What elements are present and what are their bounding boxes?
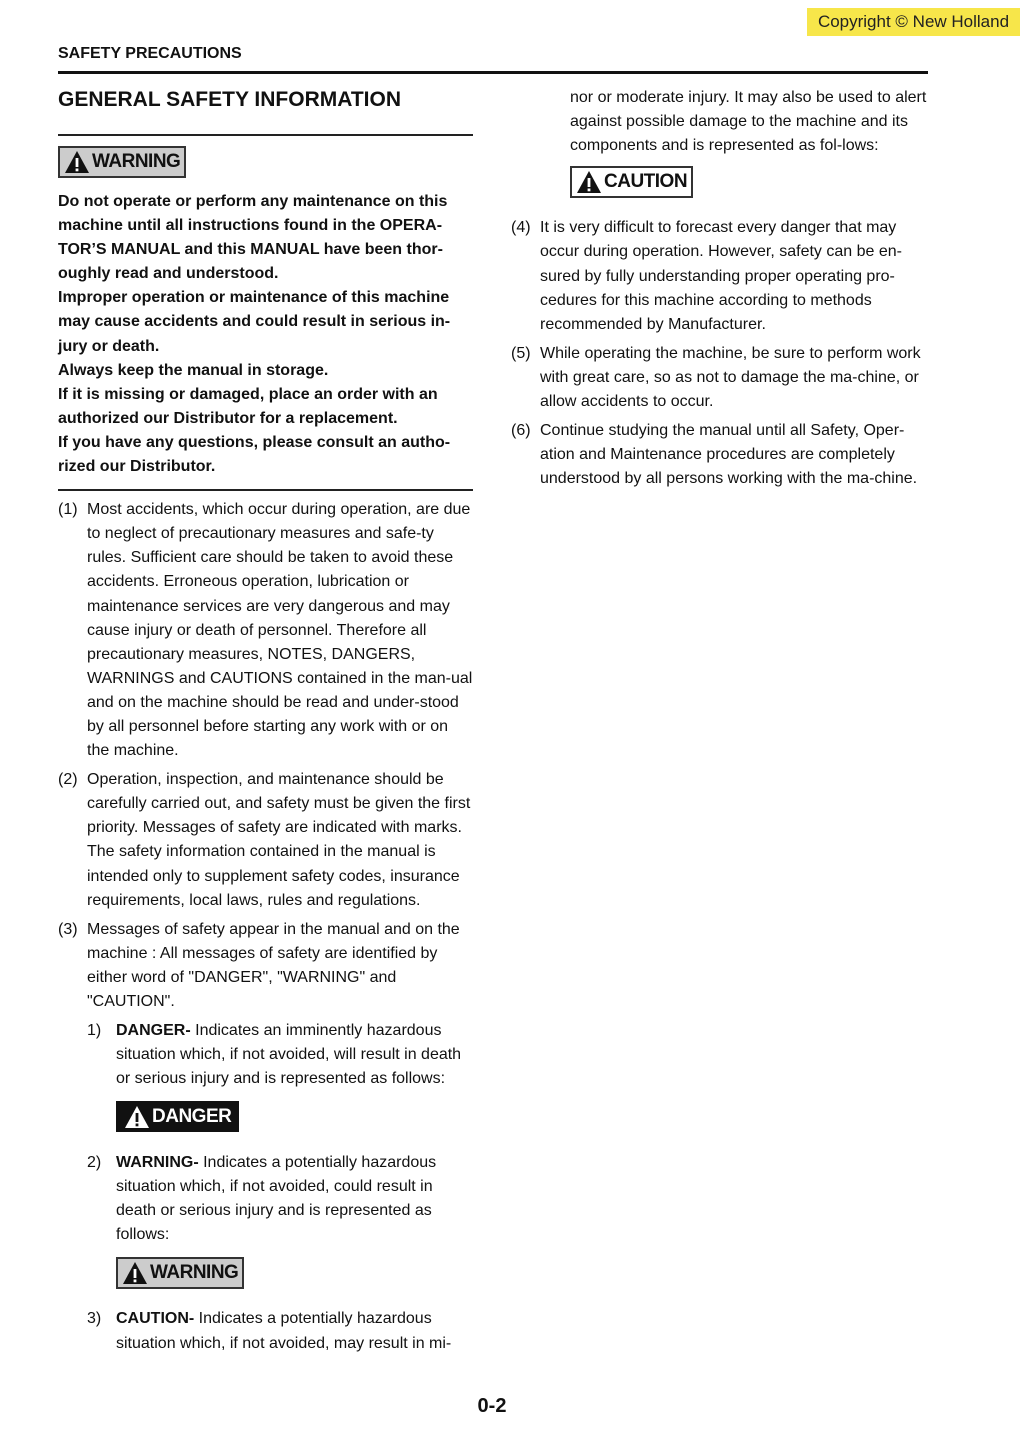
item-text: Continue studying the manual until all Safety, Oper-ation and Maintenance procedures are completely understood by all persons working with the ma-chine. xyxy=(540,422,918,488)
copyright-banner: Copyright © New Holland xyxy=(807,8,1020,36)
list-item xyxy=(58,498,473,763)
item-text: While operating the machine, be sure to perform work with great care, so as not to damage the ma-chine, or allow accidents to occur. xyxy=(540,344,921,411)
danger-badge-label: DANGER xyxy=(152,1105,232,1127)
item-text: Most accidents, which occur during operation, are due to neglect of precautionary measures and safe-ty rules. Sufficient care should be taken to avoid these accidents. Erroneous operation, lubrication or maintenance services are very dangerous and may cause injury or death of personnel. Therefore all precautionary measures, NOTES, DANGERS, WARNINGS and CAUTIONS contained in the man-ual and on the machine should be read and under-stood by all personnel before starting any work with or on the machine. xyxy=(87,501,473,760)
warning-badge-label: WARNING xyxy=(92,151,181,172)
list-item xyxy=(511,216,931,336)
precaution-list xyxy=(58,498,473,1356)
list-item xyxy=(511,419,931,491)
sub-item-term: WARNING- xyxy=(116,1153,199,1171)
caution-badge-label: CAUTION xyxy=(604,171,688,193)
page-title: GENERAL SAFETY INFORMATION xyxy=(58,88,402,111)
item-number: (2) xyxy=(58,771,78,789)
warning-bottom-rule xyxy=(58,489,473,491)
warning-paragraph: Always keep the manual in storage. xyxy=(58,361,329,379)
caution-triangle-icon xyxy=(576,170,602,194)
sub-item-term: CAUTION- xyxy=(116,1310,195,1328)
right-column xyxy=(511,86,931,496)
item-text: Operation, inspection, and maintenance should be carefully carried out, and safety must be given the first priority. Messages of safety are indicated with marks. The safety information contained in the manual is intended only to supplement safety codes, insurance requirements, local laws, rules and regulations. xyxy=(87,771,471,909)
sub-item-number: 3) xyxy=(87,1310,102,1328)
left-column xyxy=(58,84,473,1361)
warning-paragraph: Do not operate or perform any maintenance on this machine until all instructions found in the OPERA-TOR’S MANUAL and this MANUAL have been thor-oughly read and understood. xyxy=(58,193,448,283)
sub-item-text: Indicates an imminently hazardous situation which, if not avoided, will result in death or serious injury and is represented as follows: xyxy=(116,1022,462,1088)
list-item xyxy=(511,342,931,414)
sub-item-number: 2) xyxy=(87,1153,102,1171)
warning-paragraph: If it is missing or damaged, place an order with an authorized our Distributor for a replacement. xyxy=(58,385,438,427)
warning-triangle-icon xyxy=(122,1261,148,1285)
warning-badge-label: WARNING xyxy=(150,1262,239,1284)
danger-triangle-icon xyxy=(124,1105,150,1129)
sub-item-warning xyxy=(87,1151,473,1247)
warning-triangle-icon xyxy=(64,150,90,174)
sub-item-text: Indicates a potentially hazardous situation which, if not avoided, may result in mi- xyxy=(116,1310,452,1352)
section-header: SAFETY PRECAUTIONS xyxy=(58,45,242,62)
caution-continuation-text: nor or moderate injury. It may also be used to alert against possible damage to the machine and its components and is represented as fol-lows: xyxy=(570,89,927,155)
warning-badge xyxy=(116,1257,244,1289)
sub-item-caution xyxy=(87,1307,473,1355)
danger-badge xyxy=(116,1101,239,1132)
warning-top-rule xyxy=(58,134,473,136)
item-text: It is very difficult to forecast every danger that may occur during operation. However, safety can be en-sured by fully understanding proper operating pro-cedures for this machine according to methods recommended by Manufacturer. xyxy=(540,219,902,333)
item-number: (4) xyxy=(511,219,531,237)
page-number: 0-2 xyxy=(477,1395,507,1417)
sub-item-danger xyxy=(87,1019,473,1091)
list-item xyxy=(58,918,473,1356)
warning-text-block xyxy=(58,190,473,479)
list-item xyxy=(58,768,473,913)
sub-item-number: 1) xyxy=(87,1022,102,1040)
warning-badge xyxy=(58,146,186,178)
item-number: (5) xyxy=(511,344,531,362)
item-number: (6) xyxy=(511,422,531,440)
right-precaution-list xyxy=(511,216,931,491)
sub-item-text: Indicates a potentially hazardous situation which, if not avoided, could result in death or serious injury and is represented as follows: xyxy=(116,1153,437,1244)
caution-badge xyxy=(570,166,693,198)
item-text: Messages of safety appear in the manual and on the machine : All messages of safety are identified by either word of "DANGER", "WARNING" and "CAUTION". xyxy=(87,920,460,1010)
warning-paragraph: If you have any questions, please consult an autho-rized our Distributor. xyxy=(58,433,451,476)
warning-paragraph: Improper operation or maintenance of this machine may cause accidents and could result in serious in-jury or death. xyxy=(58,289,451,355)
item-number: (3) xyxy=(58,920,78,938)
header-divider xyxy=(58,71,928,74)
item-number: (1) xyxy=(58,501,78,519)
sub-item-term: DANGER- xyxy=(116,1022,191,1040)
